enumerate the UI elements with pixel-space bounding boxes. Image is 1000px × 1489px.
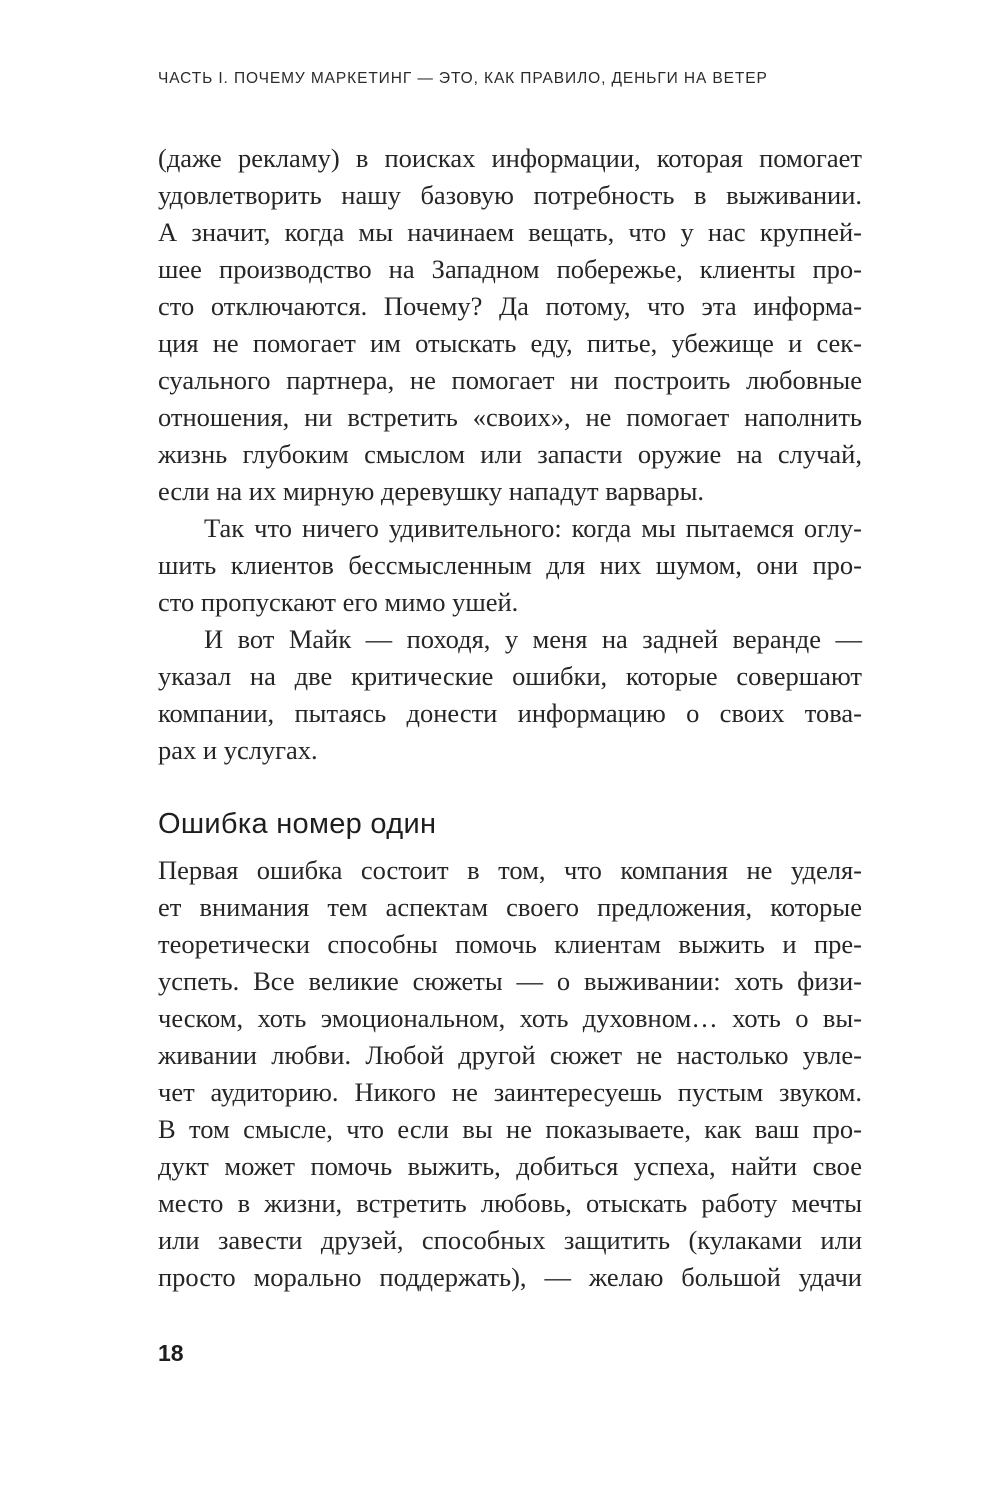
text-line: дукт может помочь выжить, добиться успеха, найти свое <box>158 1151 862 1181</box>
text-line: суального партнера, не помогает ни построить любовные <box>158 365 862 395</box>
text-line: если на их мирную деревушку нападут варвары. <box>158 476 705 506</box>
text-line: (даже рекламу) в поисках информации, которая помогает <box>158 143 862 173</box>
text-line: теоретически способны помочь клиентам выжить и пре- <box>158 929 862 959</box>
text-line: рах и услугах. <box>158 735 318 765</box>
text-line: живании любви. Любой другой сюжет не настолько увле- <box>158 1040 862 1070</box>
text-line: ет внимания тем аспектам своего предложения, которые <box>158 892 862 922</box>
text-line: успеть. Все великие сюжеты — о выживании: хоть физи- <box>158 966 862 996</box>
text-line: или завести друзей, способных защитить (кулаками или <box>158 1225 862 1255</box>
text-line: место в жизни, встретить любовь, отыскать работу мечты <box>158 1188 862 1218</box>
text-line: сто отключаются. Почему? Да потому, что эта информа- <box>158 291 862 321</box>
text-line: указал на две критические ошибки, которые совершают <box>158 661 862 691</box>
text-line: отношения, ни встретить «своих», не помогает наполнить <box>158 402 862 432</box>
section-heading: Ошибка номер один <box>158 808 437 840</box>
text-line: ческом, хоть эмоциональном, хоть духовном… хоть о вы- <box>158 1003 862 1033</box>
text-line: В том смысле, что если вы не показываете, как ваш про- <box>158 1114 862 1144</box>
text-line: Первая ошибка состоит в том, что компания не уделя- <box>158 855 862 885</box>
running-head: ЧАСТЬ I. ПОЧЕМУ МАРКЕТИНГ — ЭТО, КАК ПРАВИЛО, ДЕНЬГИ НА ВЕТЕР <box>158 70 768 87</box>
text-line: удовлетворить нашу базовую потребность в выживании. <box>158 180 862 210</box>
text-line: чет аудиторию. Никого не заинтересуешь пустым звуком. <box>158 1077 862 1107</box>
text-line: сто пропускают его мимо ушей. <box>158 587 519 617</box>
text-line: просто морально поддержать), — желаю большой удачи <box>158 1262 862 1292</box>
text-line: А значит, когда мы начинаем вещать, что у нас крупней- <box>158 217 862 247</box>
text-line: жизнь глубоким смыслом или запасти оружие на случай, <box>158 439 862 469</box>
text-line: шить клиентов бессмысленным для них шумом, они про- <box>158 550 862 580</box>
text-line: ция не помогает им отыскать еду, питье, убежище и сек- <box>158 328 862 358</box>
text-line: И вот Майк — походя, у меня на задней веранде — <box>204 624 862 654</box>
text-line: Так что ничего удивительного: когда мы пытаемся оглу- <box>204 513 862 543</box>
text-line: шее производство на Западном побережье, клиенты про- <box>158 254 862 284</box>
page-number: 18 <box>158 1340 184 1366</box>
text-line: компании, пытаясь донести информацию о своих това- <box>158 698 862 728</box>
